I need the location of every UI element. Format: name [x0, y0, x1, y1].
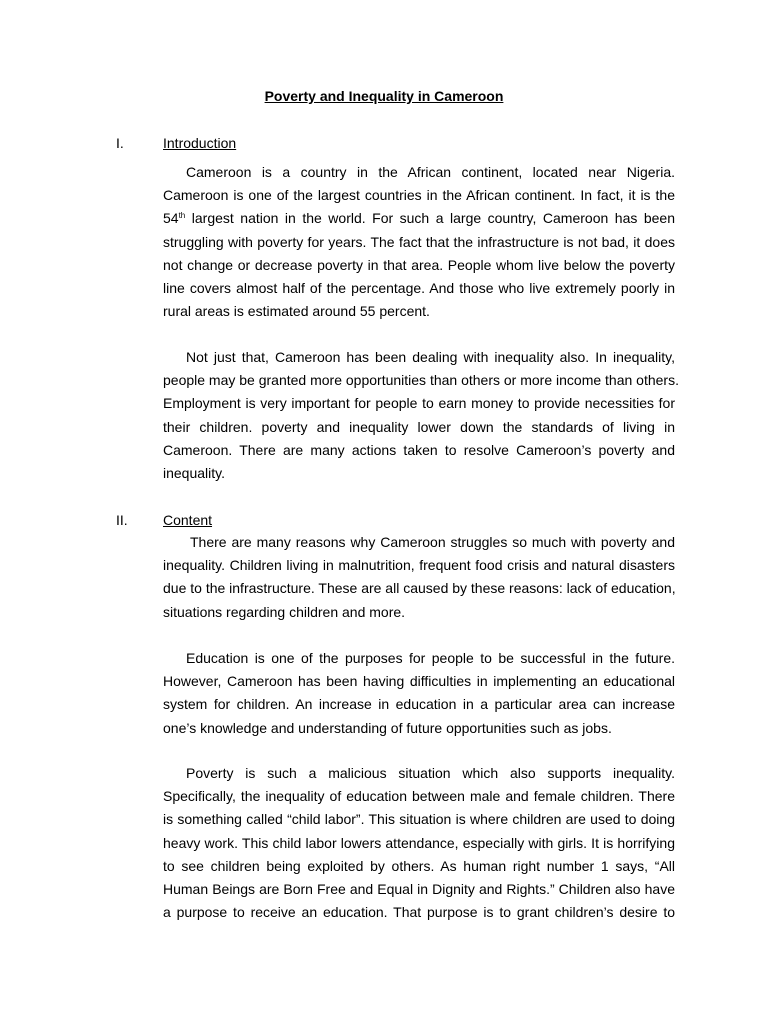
text-line: Specifically, the inequality of education between male and female children. There: [163, 788, 675, 805]
text-line: Cameroon is a country in the African continent, located near Nigeria.: [186, 164, 675, 180]
text-line: heavy work. This child labor lowers attendance, especially with girls. It is horrifying: [163, 834, 675, 851]
text-line: their children. poverty and inequality lower down the standards of living in: [163, 418, 675, 435]
text-line: line covers almost half of the percentage. And those who live extremely poorly in: [163, 279, 675, 296]
section-heading-content: Content: [163, 512, 213, 528]
rank-number: 54: [163, 210, 179, 227]
rank-suffix: th: [178, 211, 186, 221]
text-line: rural areas is estimated around 55 percent.: [163, 303, 430, 320]
text-line: struggling with poverty for years. The fact that the infrastructure is not bad, it does: [163, 233, 675, 250]
text-line: people may be granted more opportunities than others or more income than others.: [163, 372, 679, 389]
text-line: Education is one of the purposes for people to be successful in the future.: [186, 650, 675, 666]
text-line: due to the infrastructure. These are all caused by these reasons: lack of education,: [163, 580, 676, 597]
text-line: Cameroon is one of the largest countries in the African continent. In fact, it is the: [163, 187, 675, 204]
content-paragraph-1: [163, 531, 675, 624]
text-line: Human Beings are Born Free and Equal in Dignity and Rights.” Children also have: [163, 880, 675, 897]
text-line: not change or decrease poverty in that area. People whom live below the poverty: [163, 256, 675, 273]
text-line: to see children being exploited by others. As human right number 1 says, “All: [163, 857, 675, 874]
text-line-with-rank: [163, 207, 675, 230]
text-line: Poverty is such a malicious situation which also supports inequality.: [186, 765, 675, 781]
section-number: II.: [116, 512, 128, 528]
text-line-remainder: largest nation in the world. For such a large country, Cameroon has been: [191, 210, 675, 227]
intro-paragraph-2: [163, 346, 679, 485]
text-line: situations regarding children and more.: [163, 603, 406, 620]
content-paragraph-2: [163, 647, 675, 740]
document-title: Poverty and Inequality in Cameroon: [264, 88, 504, 104]
intro-paragraph-1: [163, 161, 675, 323]
text-line: Cameroon. There are many actions taken to resolve Cameroon’s poverty and: [163, 441, 675, 458]
text-line: inequality.: [163, 464, 226, 481]
text-line: Not just that, Cameroon has been dealing with inequality also. In inequality,: [186, 349, 675, 365]
text-line: system for children. An increase in education in a particular area can increase: [163, 696, 675, 713]
section-heading-introduction: Introduction: [163, 135, 237, 151]
text-line: However, Cameroon has been having difficulties in implementing an educational: [163, 673, 675, 690]
text-line: is something called “child labor”. This situation is where children are used to doing: [163, 811, 675, 828]
text-line: There are many reasons why Cameroon struggles so much with poverty and: [190, 534, 675, 550]
content-paragraph-3: [163, 762, 675, 924]
section-number: I.: [116, 135, 124, 151]
text-line: one’s knowledge and understanding of future opportunities such as jobs.: [163, 719, 612, 736]
text-line: a purpose to receive an education. That purpose is to grant children’s desire to: [163, 904, 675, 921]
text-line: Employment is very important for people to earn money to provide necessities for: [163, 395, 675, 412]
text-line: inequality. Children living in malnutrition, frequent food crisis and natural disasters: [163, 557, 675, 574]
